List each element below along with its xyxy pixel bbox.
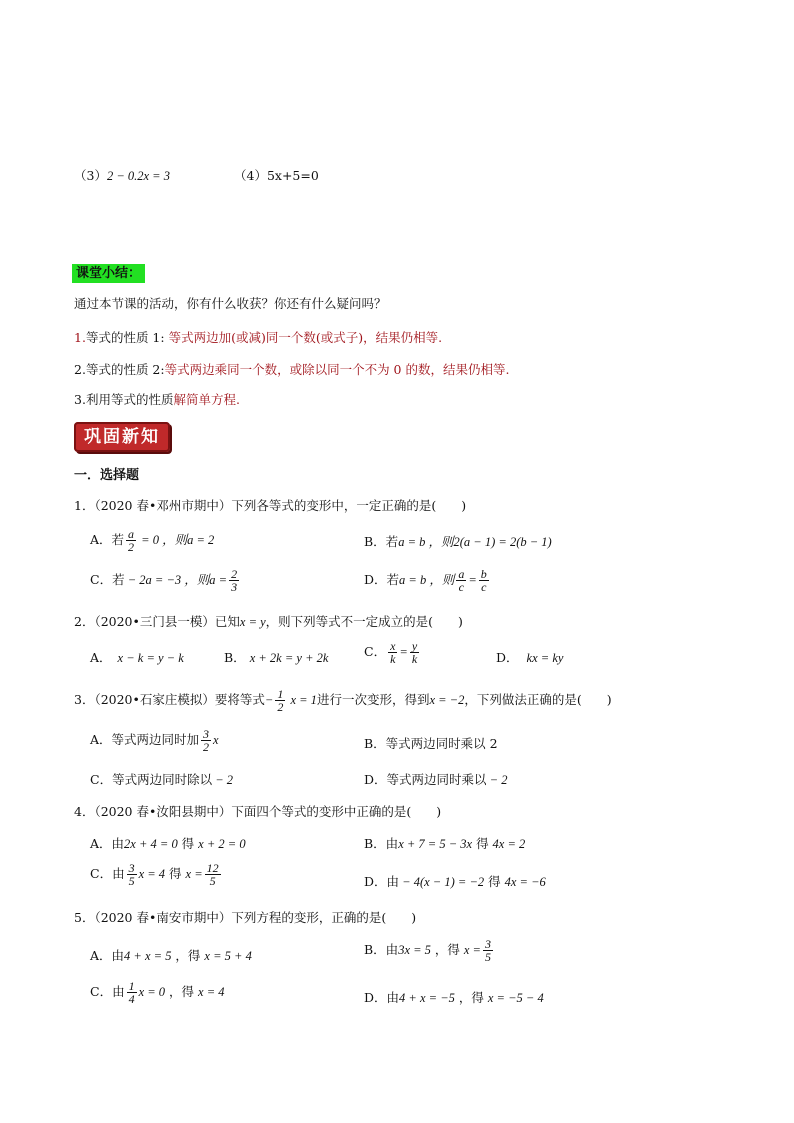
denominator: 4 bbox=[128, 992, 135, 1006]
option-math: − 2 bbox=[212, 773, 234, 787]
numerator: 1 bbox=[277, 687, 284, 701]
option-text: A．等式两边同时加 bbox=[90, 732, 200, 747]
summary-tag-label: 课堂小结： bbox=[72, 264, 145, 283]
stem-math: x = 1 bbox=[287, 693, 317, 707]
fraction-x-over-k bbox=[388, 640, 397, 665]
question-3-option-a[interactable] bbox=[90, 728, 219, 753]
option-math: x + 7 = 5 − 3x bbox=[398, 837, 473, 851]
stem-math-2: x = −2 bbox=[429, 693, 465, 707]
question-3-option-b[interactable]: B．等式两边同时乘以 2 bbox=[364, 736, 498, 751]
question-5-option-b[interactable] bbox=[364, 938, 495, 963]
option-math-2: 4x = −6 bbox=[504, 875, 546, 889]
option-math: 4 + x = −5 bbox=[399, 991, 455, 1005]
numerator: a bbox=[128, 527, 135, 541]
option-math-2: x = bbox=[463, 943, 481, 957]
option-letter: C．由 bbox=[90, 866, 125, 881]
summary-point-1 bbox=[74, 328, 442, 346]
question-2-option-b[interactable] bbox=[224, 648, 328, 666]
point-1-heading: 等式的性质 1: bbox=[85, 330, 169, 345]
question-2-option-a[interactable] bbox=[90, 648, 184, 666]
fraction-three-halves bbox=[201, 728, 211, 753]
equals-sign: = bbox=[399, 645, 408, 659]
option-letter: D．若 bbox=[364, 572, 400, 587]
denominator: 2 bbox=[277, 700, 284, 714]
question-5-option-a[interactable] bbox=[90, 946, 252, 964]
fraction-two-thirds bbox=[229, 568, 239, 593]
denominator: k bbox=[390, 652, 396, 666]
option-text: a = b ，则 bbox=[399, 573, 455, 587]
question-3-option-c[interactable] bbox=[90, 770, 233, 788]
option-letter: A．由 bbox=[90, 948, 125, 963]
option-text: ，得 bbox=[171, 948, 205, 963]
option-text: 得 bbox=[472, 836, 493, 851]
option-math: x + 2k = y + 2k bbox=[249, 651, 329, 665]
denominator: 5 bbox=[484, 950, 491, 964]
question-4-option-b[interactable] bbox=[364, 834, 525, 852]
item-4-label: （4） bbox=[234, 168, 267, 183]
summary-tag bbox=[72, 262, 145, 281]
denominator: 5 bbox=[209, 874, 216, 888]
option-text: 得 bbox=[484, 874, 505, 889]
option-math-2: x = 4 bbox=[198, 985, 225, 999]
point-1-body: 等式两边加(或减)同一个数(或式子)，结果仍相等. bbox=[168, 330, 443, 345]
question-1-option-d[interactable] bbox=[364, 568, 491, 593]
item-3-label: （3） bbox=[74, 168, 107, 183]
question-4-option-c[interactable] bbox=[90, 862, 223, 887]
numerator: a bbox=[458, 567, 465, 581]
section-title: 一．选择题 bbox=[74, 468, 140, 483]
denominator: 2 bbox=[203, 740, 210, 754]
question-2-stem bbox=[74, 612, 463, 630]
banner-label: 巩固新知 bbox=[74, 422, 170, 452]
stem-text-end: ，则下列等式不一定成立的是( ) bbox=[265, 614, 463, 629]
question-2-option-d[interactable] bbox=[496, 648, 563, 666]
numerator: 2 bbox=[231, 567, 238, 581]
stem-math: x = y bbox=[239, 615, 266, 629]
point-3-heading: 利用等式的性质 bbox=[85, 392, 174, 407]
option-math: kx = ky bbox=[526, 651, 564, 665]
option-math-2: x + 2 = 0 bbox=[198, 837, 246, 851]
question-1-stem: 1．（2020 春•邓州市期中）下列各等式的变形中，一定正确的是( ) bbox=[74, 498, 467, 513]
summary-prompt: 通过本节课的活动，你有什么收获？你还有什么疑问吗？ bbox=[74, 296, 387, 311]
option-math: 3x = 5 bbox=[398, 943, 431, 957]
question-4-option-d[interactable] bbox=[364, 872, 546, 890]
option-math: − 4(x − 1) = −2 bbox=[399, 875, 485, 889]
question-4-stem: 4．（2020 春•汝阳县期中）下面四个等式的变形中正确的是( ) bbox=[74, 804, 442, 819]
item-3-expression: 2 − 0.2x = 3 bbox=[106, 169, 170, 183]
denominator: 3 bbox=[231, 580, 238, 594]
point-2-heading: 等式的性质 2: bbox=[85, 362, 165, 377]
item-4 bbox=[234, 166, 319, 184]
point-2-number: 2. bbox=[74, 362, 86, 377]
numerator: 3 bbox=[203, 727, 210, 741]
option-math: x − k = y − k bbox=[117, 651, 184, 665]
question-5-stem: 5．（2020 春•南安市期中）下列方程的变形，正确的是( ) bbox=[74, 910, 417, 925]
numerator: 12 bbox=[206, 861, 219, 875]
item-4-expression: 5x+5=0 bbox=[266, 168, 319, 183]
variable-x: x bbox=[213, 733, 219, 747]
stem-text: 2．（2020•三门县一模）已知 bbox=[74, 614, 240, 629]
numerator: 3 bbox=[128, 861, 135, 875]
option-math: − 2 bbox=[486, 773, 508, 787]
numerator: y bbox=[411, 639, 418, 653]
numerator: b bbox=[480, 567, 487, 581]
option-letter: A．由 bbox=[90, 836, 125, 851]
option-text: = 0 ，则 bbox=[138, 533, 188, 547]
option-text: a = b ，则 bbox=[398, 535, 454, 549]
fraction-one-half bbox=[275, 688, 285, 713]
stem-text: 3．（2020•石家庄模拟）要将等式 bbox=[74, 692, 265, 707]
option-letter: B．由 bbox=[364, 836, 399, 851]
option-letter: A． bbox=[90, 650, 112, 665]
section-banner bbox=[74, 422, 170, 447]
option-math: x = 0 bbox=[138, 985, 166, 999]
numerator: 1 bbox=[128, 979, 135, 993]
question-1-option-a[interactable] bbox=[90, 528, 214, 553]
summary-point-3 bbox=[74, 390, 240, 408]
option-math: x = 4 bbox=[138, 867, 166, 881]
option-letter: D．由 bbox=[364, 990, 400, 1005]
fraction-a-over-2 bbox=[126, 528, 136, 553]
option-math: 2(a − 1) = 2(b − 1) bbox=[453, 535, 552, 549]
question-1-option-b[interactable] bbox=[364, 532, 552, 550]
fraction-one-quarter bbox=[127, 980, 137, 1005]
denominator: c bbox=[458, 580, 464, 594]
option-math: 2x + 4 = 0 bbox=[124, 837, 178, 851]
option-math-2: x = −5 − 4 bbox=[487, 991, 544, 1005]
item-3 bbox=[74, 166, 170, 184]
option-letter: B．若 bbox=[364, 534, 399, 549]
point-1-number: 1. bbox=[74, 330, 86, 345]
fraction-twelve-fifths bbox=[205, 862, 221, 887]
question-5-option-d[interactable] bbox=[364, 988, 544, 1006]
denominator: c bbox=[481, 580, 487, 594]
option-math-2: x = 5 + 4 bbox=[204, 949, 252, 963]
point-2-body: 等式两边乘同一个数，或除以同一个不为 0 的数，结果仍相等. bbox=[164, 362, 510, 377]
option-letter: D． bbox=[496, 650, 519, 665]
option-text: C．等式两边同时除以 bbox=[90, 772, 213, 787]
option-letter: B． bbox=[224, 650, 246, 665]
numerator: 3 bbox=[484, 937, 491, 951]
stem-text-mid: 进行一次变形，得到 bbox=[316, 692, 430, 707]
option-text: ，得 bbox=[430, 942, 464, 957]
option-text: D．等式两边同时乘以 bbox=[364, 772, 487, 787]
question-2-option-c[interactable] bbox=[364, 640, 421, 665]
denominator: k bbox=[411, 652, 418, 666]
option-letter: C．若 bbox=[90, 572, 125, 587]
option-text: 得 bbox=[177, 836, 199, 851]
question-1-option-c[interactable] bbox=[90, 568, 241, 593]
question-3-option-d[interactable] bbox=[364, 770, 507, 788]
option-text: ，得 bbox=[165, 984, 199, 999]
fraction-three-fifths bbox=[127, 862, 137, 887]
stem-text-end: ，下列做法正确的是( ) bbox=[464, 692, 612, 707]
option-math: a = bbox=[209, 573, 228, 587]
option-letter: B．由 bbox=[364, 942, 399, 957]
fraction-y-over-k bbox=[410, 640, 419, 665]
option-letter: A．若 bbox=[90, 532, 125, 547]
question-5-option-c[interactable] bbox=[90, 980, 225, 1005]
option-math: a = 2 bbox=[187, 533, 215, 547]
option-letter: C． bbox=[364, 644, 387, 659]
denominator: 2 bbox=[128, 540, 135, 554]
minus-sign: − bbox=[264, 693, 274, 707]
option-text: ，得 bbox=[454, 990, 488, 1005]
option-letter: D．由 bbox=[364, 874, 400, 889]
option-math-2: 4x = 2 bbox=[492, 837, 526, 851]
point-3-body: 解简单方程. bbox=[173, 392, 240, 407]
point-3-number: 3. bbox=[74, 392, 86, 407]
option-math-2: x = bbox=[185, 867, 203, 881]
option-letter: C．由 bbox=[90, 984, 125, 999]
equals-sign: = bbox=[468, 573, 477, 587]
summary-point-2 bbox=[74, 360, 509, 378]
option-text: 得 bbox=[165, 866, 186, 881]
option-text: − 2a = −3 ，则 bbox=[124, 573, 210, 587]
fraction-three-fifths-b bbox=[483, 938, 493, 963]
fraction-b-over-c bbox=[479, 568, 489, 593]
numerator: x bbox=[390, 639, 396, 653]
question-4-option-a[interactable] bbox=[90, 834, 246, 852]
question-3-stem bbox=[74, 688, 612, 713]
denominator: 5 bbox=[128, 874, 135, 888]
fraction-a-over-c bbox=[456, 568, 466, 593]
option-math: 4 + x = 5 bbox=[124, 949, 172, 963]
